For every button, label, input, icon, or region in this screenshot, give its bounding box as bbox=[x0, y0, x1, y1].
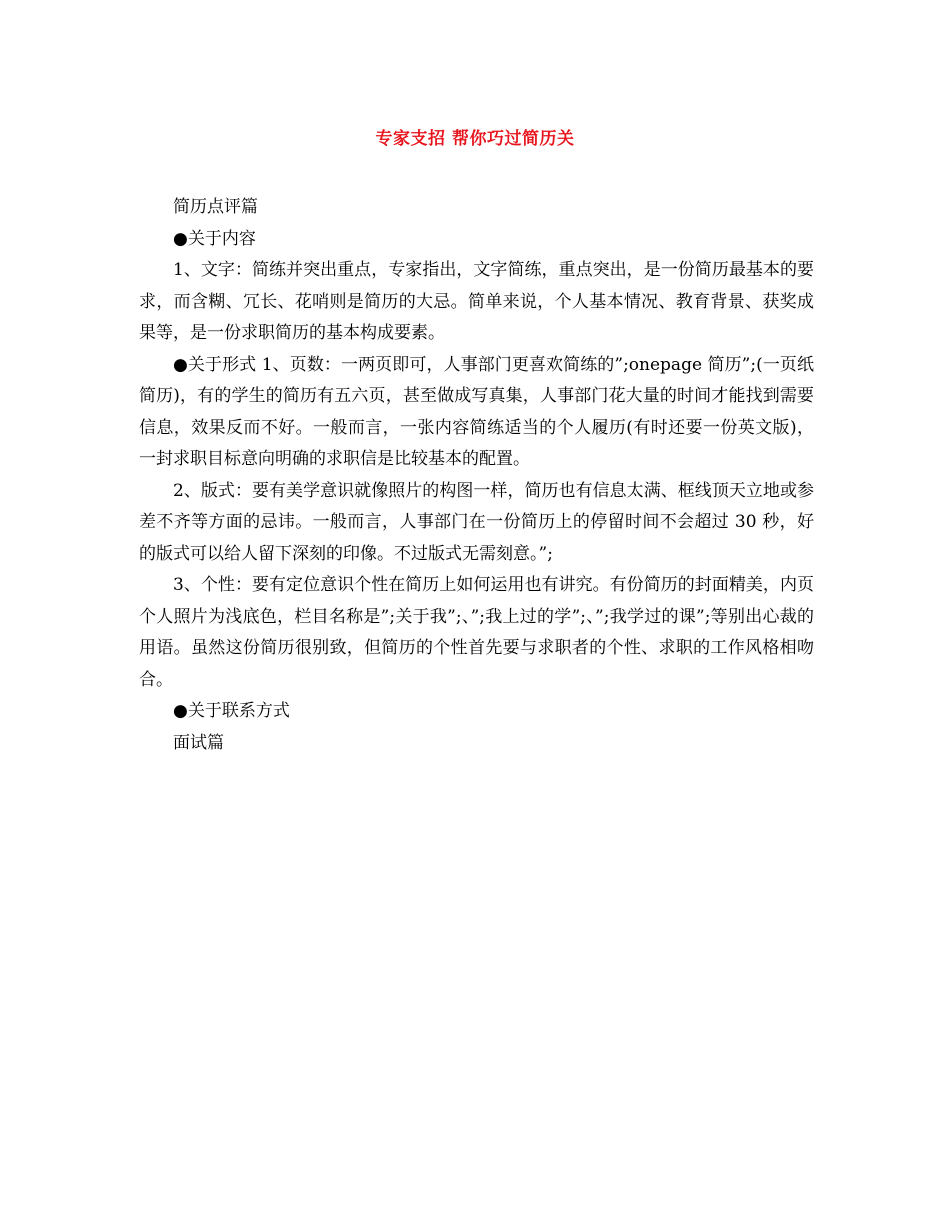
subheading-about-contact: ●关于联系方式 bbox=[173, 701, 290, 721]
paragraph-personality: 3、个性：要有定位意识个性在简历上如何运用也有讲究。有份简历的封面精美，内页个人照片为浅底色，栏目名称是”;关于我”;、”;我上过的学”;、”;我学过的课”;等别出心裁的用语。虽然这份简历很别致，但简历的个性首先要与求职者的个性、求职的工作风格相吻合。 bbox=[139, 575, 814, 690]
paragraph-text: 1、文字：简练并突出重点，专家指出，文字简练，重点突出，是一份简历最基本的要求，而含糊、冗长、花哨则是简历的大忌。简单来说，个人基本情况、教育背景、获奖成果等，是一份求职简历的基本构成要素。 bbox=[139, 260, 814, 343]
subheading-about-content: ●关于内容 bbox=[173, 228, 256, 249]
document-body bbox=[139, 192, 814, 759]
section-heading-resume-review: 简历点评篇 bbox=[173, 197, 258, 217]
document-title: 专家支招 帮你巧过简历关 bbox=[375, 129, 575, 149]
paragraph-layout: 2、版式：要有美学意识就像照片的构图一样，简历也有信息太满、框线顶天立地或参差不齐等方面的忌讳。一般而言，人事部门在一份简历上的停留时间不会超过 30 秒，好的版式可以给人留下深刻的印像。不过版式无需刻意。”; bbox=[139, 480, 814, 564]
paragraph-format-pages: ●关于形式 1、页数：一两页即可，人事部门更喜欢简练的”;onepage 简历”;(一页纸简历)，有的学生的简历有五六页，甚至做成写真集，人事部门花大量的时间才能找到需要信息，效果反而不好。一般而言，一张内容简练适当的个人履历(有时还要一份英文版)，一封求职目标意向明确的求职信是比较基本的配置。 bbox=[139, 354, 814, 469]
section-heading-interview: 面试篇 bbox=[173, 732, 224, 753]
